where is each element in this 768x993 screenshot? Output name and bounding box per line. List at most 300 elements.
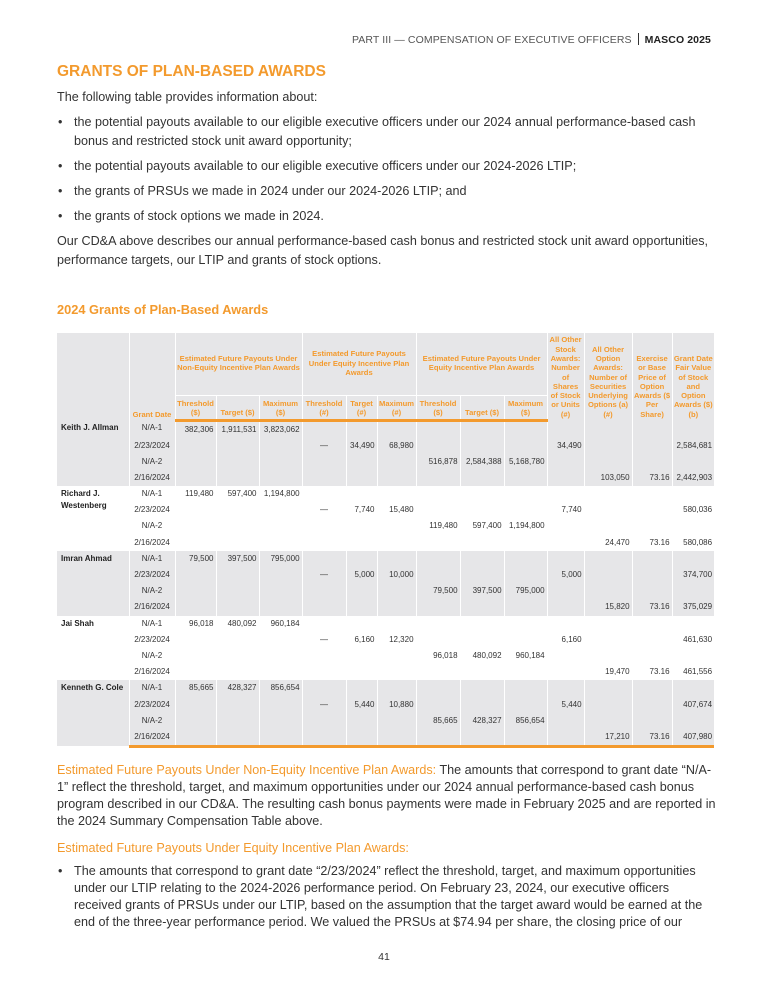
value-cell: 34,490 <box>547 438 584 454</box>
grant-date-cell: N/A-1 <box>129 616 175 632</box>
table-row <box>57 713 714 729</box>
value-cell <box>175 502 216 518</box>
value-cell <box>547 616 584 632</box>
value-cell <box>259 648 302 664</box>
value-cell: 34,490 <box>346 438 377 454</box>
sub-header: Target (#) <box>346 395 377 420</box>
executive-name: Imran Ahmad <box>57 551 129 616</box>
value-cell <box>632 502 672 518</box>
value-cell <box>504 438 547 454</box>
value-cell <box>175 454 216 470</box>
value-cell: 580,086 <box>672 535 714 551</box>
value-cell <box>346 713 377 729</box>
value-cell <box>416 599 460 615</box>
value-cell <box>346 599 377 615</box>
value-cell <box>584 454 632 470</box>
table-row <box>57 729 714 747</box>
value-cell <box>259 713 302 729</box>
value-cell <box>416 420 460 438</box>
value-cell: 15,820 <box>584 599 632 615</box>
value-cell: 5,000 <box>547 567 584 583</box>
value-cell <box>346 518 377 534</box>
value-cell <box>302 599 346 615</box>
value-cell <box>175 518 216 534</box>
value-cell <box>460 729 504 747</box>
value-cell <box>259 438 302 454</box>
section-label: PART III — COMPENSATION OF EXECUTIVE OFFICERS <box>351 34 632 46</box>
executive-name: Keith J. Allman <box>57 420 129 486</box>
value-cell <box>259 502 302 518</box>
value-cell <box>216 502 259 518</box>
value-cell <box>672 616 714 632</box>
value-cell <box>175 567 216 583</box>
value-cell <box>632 616 672 632</box>
table-title: 2024 Grants of Plan-Based Awards <box>57 302 269 317</box>
bullet-item: • the potential payouts available to our eligible executive officers under our 2024-2026 LTIP; <box>57 157 717 176</box>
non-equity-footnote <box>57 762 717 830</box>
equity-label: Estimated Future Payouts Under Equity Incentive Plan Awards: <box>57 841 409 855</box>
value-cell: 19,470 <box>584 664 632 680</box>
grant-date-cell: 2/23/2024 <box>129 438 175 454</box>
value-cell <box>346 616 377 632</box>
value-cell <box>175 713 216 729</box>
value-cell <box>216 438 259 454</box>
value-cell <box>175 648 216 664</box>
grant-date-cell: 2/16/2024 <box>129 599 175 615</box>
value-cell <box>216 470 259 486</box>
value-cell <box>216 713 259 729</box>
value-cell: 1,194,800 <box>259 486 302 502</box>
value-cell <box>377 551 416 567</box>
value-cell <box>346 648 377 664</box>
value-cell <box>460 486 504 502</box>
value-cell <box>259 632 302 648</box>
sub-header: Threshold ($) <box>416 395 460 420</box>
value-cell <box>216 599 259 615</box>
value-cell: 397,500 <box>216 551 259 567</box>
grant-date-cell: N/A-2 <box>129 454 175 470</box>
value-cell <box>416 680 460 696</box>
non-equity-text: The amounts that correspond to grant date “N/A-1” reflect the threshold, target, and maximum opportunities under our 2024 annual performance-based cash bonus program described in our CD&A. The resulting cash bonus payments were made in February 2025 and are reported in the 2024 Summary Compensation Table above. <box>57 763 716 828</box>
bullet-item: • the grants of PRSUs we made in 2024 under our 2024-2026 LTIP; and <box>57 182 717 201</box>
value-cell <box>584 648 632 664</box>
non-equity-label: Estimated Future Payouts Under Non-Equity Incentive Plan Awards: <box>57 763 437 777</box>
page-header <box>352 33 711 46</box>
value-cell <box>175 438 216 454</box>
value-cell <box>584 551 632 567</box>
value-cell <box>672 518 714 534</box>
value-cell: 73.16 <box>632 664 672 680</box>
value-cell: 375,029 <box>672 599 714 615</box>
value-cell: 960,184 <box>259 616 302 632</box>
grant-date-cell: N/A-1 <box>129 486 175 502</box>
value-cell <box>216 632 259 648</box>
value-cell <box>504 680 547 696</box>
value-cell <box>416 502 460 518</box>
value-cell: 15,480 <box>377 502 416 518</box>
value-cell <box>416 567 460 583</box>
value-cell <box>584 680 632 696</box>
value-cell: 17,210 <box>584 729 632 747</box>
value-cell <box>632 632 672 648</box>
value-cell <box>346 470 377 486</box>
table-row <box>57 697 714 713</box>
table-row <box>57 599 714 615</box>
value-cell <box>460 420 504 438</box>
value-cell: 96,018 <box>416 648 460 664</box>
sub-header: Maximum ($) <box>504 395 547 420</box>
value-cell: — <box>302 632 346 648</box>
value-cell <box>259 729 302 747</box>
value-cell <box>302 616 346 632</box>
value-cell <box>377 680 416 696</box>
value-cell <box>302 486 346 502</box>
sub-header: Maximum (#) <box>377 395 416 420</box>
value-cell <box>302 551 346 567</box>
value-cell <box>632 486 672 502</box>
value-cell <box>460 599 504 615</box>
value-cell <box>175 632 216 648</box>
executive-name: Richard J. Westenberg <box>61 489 107 511</box>
value-cell <box>416 438 460 454</box>
value-cell <box>346 486 377 502</box>
table-row <box>57 486 714 502</box>
value-cell <box>504 420 547 438</box>
value-cell: 2,584,681 <box>672 438 714 454</box>
value-cell: 856,654 <box>259 680 302 696</box>
value-cell: 119,480 <box>416 518 460 534</box>
bullet-item: • the grants of stock options we made in 2024. <box>57 207 717 226</box>
value-cell: 2,442,903 <box>672 470 714 486</box>
executive-name: Kenneth G. Cole <box>57 680 129 746</box>
value-cell <box>416 486 460 502</box>
sub-header: Maximum ($) <box>259 395 302 420</box>
value-cell: 428,327 <box>460 713 504 729</box>
value-cell <box>416 470 460 486</box>
value-cell <box>460 632 504 648</box>
sub-header: Target ($) <box>216 395 259 420</box>
value-cell <box>504 567 547 583</box>
value-cell: 2,584,388 <box>460 454 504 470</box>
cda-paragraph: Our CD&A above describes our annual performance-based cash bonus and restricted stock unit award opportunities, performance targets, our LTIP and grants of stock options. <box>57 234 709 267</box>
value-cell: 79,500 <box>175 551 216 567</box>
value-cell <box>216 583 259 599</box>
value-cell <box>416 535 460 551</box>
other-option-awards-header: All Other Option Awards: Number of Securities Underlying Options (a) (#) <box>584 333 632 420</box>
value-cell <box>377 583 416 599</box>
value-cell: 960,184 <box>504 648 547 664</box>
value-cell <box>547 454 584 470</box>
value-cell <box>504 599 547 615</box>
value-cell: 580,036 <box>672 502 714 518</box>
value-cell: 103,050 <box>584 470 632 486</box>
divider <box>638 33 639 45</box>
value-cell <box>259 599 302 615</box>
value-cell <box>547 664 584 680</box>
sub-header: Threshold ($) <box>175 395 216 420</box>
value-cell <box>346 535 377 551</box>
table-row <box>57 551 714 567</box>
value-cell: — <box>302 697 346 713</box>
value-cell <box>632 567 672 583</box>
value-cell <box>460 680 504 696</box>
value-cell <box>632 518 672 534</box>
intro-text: The following table provides information about: <box>57 90 318 104</box>
grant-date-cell: 2/16/2024 <box>129 470 175 486</box>
grant-date-cell: N/A-2 <box>129 518 175 534</box>
value-cell <box>346 664 377 680</box>
value-cell <box>672 680 714 696</box>
value-cell <box>175 535 216 551</box>
value-cell <box>504 697 547 713</box>
value-cell <box>302 713 346 729</box>
value-cell: 73.16 <box>632 470 672 486</box>
value-cell <box>584 518 632 534</box>
value-cell <box>547 470 584 486</box>
value-cell <box>547 648 584 664</box>
equity-shares-group-header: Estimated Future Payouts Under Equity Incentive Plan Awards <box>302 333 416 395</box>
value-cell: 480,092 <box>216 616 259 632</box>
value-cell <box>504 664 547 680</box>
value-cell <box>259 518 302 534</box>
value-cell <box>377 729 416 747</box>
value-cell: 73.16 <box>632 599 672 615</box>
value-cell <box>416 664 460 680</box>
table-row <box>57 438 714 454</box>
table-row <box>57 664 714 680</box>
table-row <box>57 648 714 664</box>
equity-bullet: • The amounts that correspond to grant date “2/23/2024” reflect the threshold, target, and maximum opportunities under our LTIP relating to the 2024-2026 performance period. On February 23, 2024, our executive officers received grants of PRSUs under our LTIP, based on the assumption that the target award would be earned at the end of the three-year performance period. We valued the PRSUs at $74.94 per share, the closing price of our <box>57 863 717 931</box>
grant-date-cell: N/A-1 <box>129 680 175 696</box>
value-cell <box>460 664 504 680</box>
value-cell <box>216 454 259 470</box>
value-cell <box>547 518 584 534</box>
exercise-price-header: Exercise or Base Price of Option Awards ($ Per Share) <box>632 333 672 420</box>
value-cell <box>504 535 547 551</box>
value-cell <box>547 535 584 551</box>
value-cell <box>632 438 672 454</box>
value-cell <box>584 502 632 518</box>
value-cell <box>584 713 632 729</box>
grants-table <box>57 333 714 748</box>
value-cell: 24,470 <box>584 535 632 551</box>
grant-date-cell: 2/23/2024 <box>129 502 175 518</box>
value-cell <box>460 551 504 567</box>
value-cell <box>584 567 632 583</box>
value-cell <box>346 551 377 567</box>
value-cell <box>584 420 632 438</box>
value-cell: 73.16 <box>632 535 672 551</box>
value-cell <box>377 486 416 502</box>
value-cell <box>672 583 714 599</box>
table-row <box>57 454 714 470</box>
value-cell: — <box>302 567 346 583</box>
grant-date-cell: 2/16/2024 <box>129 535 175 551</box>
name-header <box>57 333 129 420</box>
value-cell <box>302 680 346 696</box>
value-cell: 7,740 <box>547 502 584 518</box>
value-cell <box>377 664 416 680</box>
value-cell: 856,654 <box>504 713 547 729</box>
executive-name: Jai Shah <box>61 618 94 628</box>
value-cell: 795,000 <box>504 583 547 599</box>
value-cell: — <box>302 502 346 518</box>
value-cell <box>632 697 672 713</box>
value-cell: 597,400 <box>460 518 504 534</box>
value-cell <box>632 680 672 696</box>
value-cell <box>259 535 302 551</box>
value-cell <box>377 616 416 632</box>
value-cell: 5,440 <box>346 697 377 713</box>
value-cell: 480,092 <box>460 648 504 664</box>
table-row <box>57 518 714 534</box>
value-cell: 12,320 <box>377 632 416 648</box>
table-row <box>57 502 714 518</box>
sub-header: Threshold (#) <box>302 395 346 420</box>
grant-date-cell: 2/23/2024 <box>129 632 175 648</box>
value-cell <box>175 664 216 680</box>
equity-bullets <box>57 863 717 931</box>
grant-date-cell: 2/23/2024 <box>129 697 175 713</box>
value-cell <box>672 648 714 664</box>
value-cell <box>632 583 672 599</box>
value-cell <box>216 648 259 664</box>
value-cell <box>547 420 584 438</box>
value-cell <box>302 583 346 599</box>
value-cell: 407,674 <box>672 697 714 713</box>
value-cell: 5,000 <box>346 567 377 583</box>
value-cell <box>302 729 346 747</box>
table-row <box>57 420 714 438</box>
value-cell: 407,980 <box>672 729 714 747</box>
value-cell <box>259 454 302 470</box>
value-cell <box>259 470 302 486</box>
value-cell <box>504 729 547 747</box>
value-cell <box>672 420 714 438</box>
value-cell <box>584 486 632 502</box>
value-cell: 597,400 <box>216 486 259 502</box>
brand-label: MASCO 2025 <box>644 34 711 46</box>
value-cell <box>416 616 460 632</box>
value-cell <box>302 518 346 534</box>
value-cell: 79,500 <box>416 583 460 599</box>
value-cell: 397,500 <box>460 583 504 599</box>
grant-date-cell: N/A-2 <box>129 713 175 729</box>
value-cell <box>632 420 672 438</box>
value-cell: 10,880 <box>377 697 416 713</box>
value-cell <box>175 697 216 713</box>
bullet-list <box>57 113 717 226</box>
value-cell <box>377 599 416 615</box>
value-cell <box>672 551 714 567</box>
value-cell <box>632 713 672 729</box>
value-cell <box>302 454 346 470</box>
table-row <box>57 583 714 599</box>
grant-date-cell: N/A-2 <box>129 648 175 664</box>
value-cell <box>460 502 504 518</box>
value-cell <box>302 664 346 680</box>
grant-date-cell: 2/16/2024 <box>129 729 175 747</box>
value-cell <box>302 420 346 438</box>
value-cell <box>175 599 216 615</box>
grant-date-header: Grant Date <box>129 333 175 420</box>
value-cell <box>584 438 632 454</box>
value-cell <box>460 567 504 583</box>
value-cell: 461,630 <box>672 632 714 648</box>
value-cell <box>672 486 714 502</box>
table-row <box>57 680 714 696</box>
value-cell <box>547 599 584 615</box>
value-cell <box>416 632 460 648</box>
value-cell <box>302 535 346 551</box>
bullet-item: • the potential payouts available to our eligible executive officers under our 2024 annual performance-based cash bonus and restricted stock unit award opportunity; <box>57 113 717 151</box>
value-cell: 1,911,531 <box>216 420 259 438</box>
value-cell: 5,440 <box>547 697 584 713</box>
value-cell <box>632 648 672 664</box>
value-cell: 461,556 <box>672 664 714 680</box>
value-cell <box>346 583 377 599</box>
value-cell: 68,980 <box>377 438 416 454</box>
value-cell: 374,700 <box>672 567 714 583</box>
value-cell: 6,160 <box>346 632 377 648</box>
value-cell: 428,327 <box>216 680 259 696</box>
value-cell <box>460 535 504 551</box>
value-cell <box>547 680 584 696</box>
value-cell: 73.16 <box>632 729 672 747</box>
value-cell <box>632 454 672 470</box>
value-cell <box>259 697 302 713</box>
value-cell <box>377 713 416 729</box>
value-cell <box>216 697 259 713</box>
value-cell <box>377 648 416 664</box>
value-cell <box>346 680 377 696</box>
value-cell <box>302 648 346 664</box>
value-cell <box>416 697 460 713</box>
value-cell: 10,000 <box>377 567 416 583</box>
other-stock-awards-header: All Other Stock Awards: Number of Shares of Stock or Units (#) <box>547 333 584 420</box>
intro-section <box>57 88 717 270</box>
value-cell: 795,000 <box>259 551 302 567</box>
value-cell: 382,306 <box>175 420 216 438</box>
value-cell <box>377 535 416 551</box>
value-cell <box>584 697 632 713</box>
value-cell <box>547 713 584 729</box>
value-cell <box>175 470 216 486</box>
value-cell: — <box>302 438 346 454</box>
value-cell <box>346 420 377 438</box>
value-cell: 1,194,800 <box>504 518 547 534</box>
value-cell <box>547 486 584 502</box>
page-number: 41 <box>378 951 390 963</box>
value-cell <box>377 454 416 470</box>
value-cell <box>632 551 672 567</box>
value-cell <box>216 729 259 747</box>
value-cell <box>377 420 416 438</box>
value-cell <box>216 664 259 680</box>
value-cell <box>346 729 377 747</box>
value-cell <box>504 616 547 632</box>
value-cell <box>504 551 547 567</box>
fair-value-header: Grant Date Fair Value of Stock and Option Awards ($) (b) <box>672 333 714 420</box>
value-cell: 85,665 <box>175 680 216 696</box>
value-cell: 3,823,062 <box>259 420 302 438</box>
value-cell <box>216 518 259 534</box>
value-cell <box>377 518 416 534</box>
value-cell <box>302 470 346 486</box>
value-cell <box>547 729 584 747</box>
value-cell <box>672 713 714 729</box>
value-cell <box>504 502 547 518</box>
